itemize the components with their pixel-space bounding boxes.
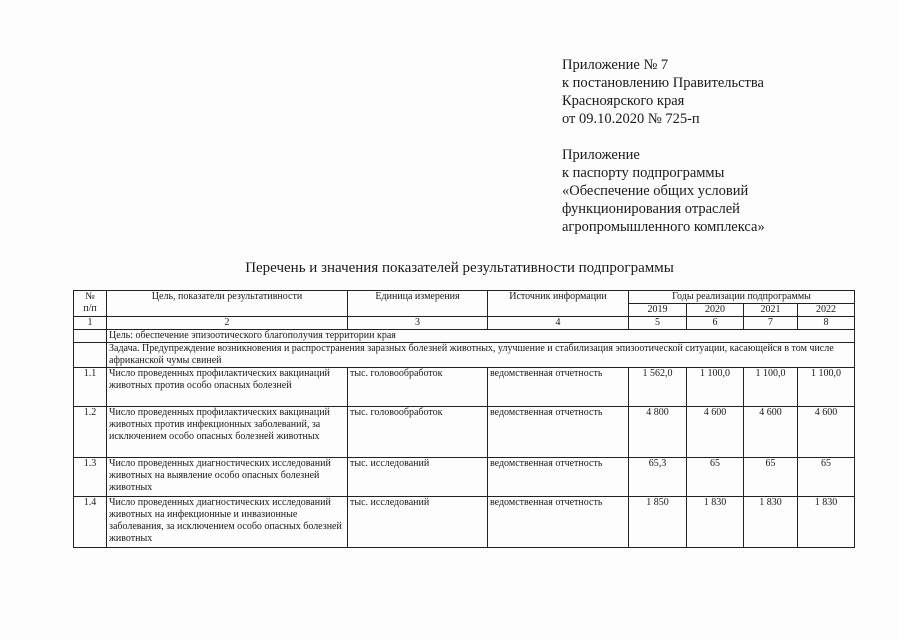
appendix-line: Приложение — [562, 147, 640, 163]
header-source: Источник информации — [488, 291, 629, 317]
task-row — [74, 343, 855, 368]
goal-text: Цель: обеспечение эпизоотического благополучия территории края — [107, 330, 855, 343]
row-source: ведомственная отчетность — [488, 497, 629, 548]
document-title: Перечень и значения показателей результативности подпрограммы — [245, 260, 674, 276]
header-year-2022: 2022 — [798, 304, 855, 317]
indicators-table — [73, 290, 855, 548]
column-number: 1 — [74, 317, 107, 330]
row-value-2020: 65 — [687, 458, 744, 497]
appendix-line: Приложение № 7 — [562, 57, 669, 73]
empty-cell — [74, 330, 107, 343]
appendix-line: агропромышленного комплекса» — [562, 219, 765, 235]
table-row — [74, 458, 855, 497]
appendix-line: к постановлению Правительства — [562, 75, 764, 91]
header-year-2019: 2019 — [629, 304, 687, 317]
row-value-2020: 1 100,0 — [687, 368, 744, 407]
column-number-row — [74, 317, 855, 330]
row-value-2020: 4 600 — [687, 407, 744, 458]
row-unit: тыс. головообработок — [348, 407, 488, 458]
row-source: ведомственная отчетность — [488, 458, 629, 497]
row-value-2019: 65,3 — [629, 458, 687, 497]
row-num: 1.4 — [74, 497, 107, 548]
column-number: 8 — [798, 317, 855, 330]
row-value-2021: 1 100,0 — [744, 368, 798, 407]
task-text: Задача. Предупреждение возникновения и распространения заразных болезней животных, улучшение и стабилизация эпизоотической ситуации, касающейся в том числе африканской чумы свиней — [107, 343, 855, 368]
row-value-2019: 1 562,0 — [629, 368, 687, 407]
row-value-2022: 65 — [798, 458, 855, 497]
appendix-line: «Обеспечение общих условий — [562, 183, 749, 199]
table-row — [74, 368, 855, 407]
table-row — [74, 407, 855, 458]
header-years: Годы реализации подпрограммы — [629, 291, 855, 304]
row-value-2021: 1 830 — [744, 497, 798, 548]
column-number: 7 — [744, 317, 798, 330]
appendix-line: функционирования отраслей — [562, 201, 740, 217]
row-value-2022: 1 100,0 — [798, 368, 855, 407]
row-value-2021: 4 600 — [744, 407, 798, 458]
row-unit: тыс. исследований — [348, 497, 488, 548]
row-value-2022: 4 600 — [798, 407, 855, 458]
header-year-2021: 2021 — [744, 304, 798, 317]
header-num-line1: № — [85, 291, 95, 302]
column-number: 5 — [629, 317, 687, 330]
header-row — [74, 291, 855, 304]
row-name: Число проведенных диагностических исследований животных на выявление особо опасных болезней животных — [107, 458, 348, 497]
row-num: 1.2 — [74, 407, 107, 458]
header-num-cell — [74, 291, 107, 317]
row-value-2019: 4 800 — [629, 407, 687, 458]
row-name: Число проведенных диагностических исследований животных на инфекционные и инвазионные заболевания, за исключением особо опасных болезней животных — [107, 497, 348, 548]
header-year-2020: 2020 — [687, 304, 744, 317]
header-unit: Единица измерения — [348, 291, 488, 317]
row-source: ведомственная отчетность — [488, 368, 629, 407]
row-value-2019: 1 850 — [629, 497, 687, 548]
column-number: 4 — [488, 317, 629, 330]
row-value-2021: 65 — [744, 458, 798, 497]
header-goal: Цель, показатели результативности — [107, 291, 348, 317]
table-row — [74, 497, 855, 548]
row-name: Число проведенных профилактических вакцинаций животных против особо опасных болезней — [107, 368, 348, 407]
row-value-2020: 1 830 — [687, 497, 744, 548]
row-unit: тыс. исследований — [348, 458, 488, 497]
header-num-line2: п/п — [83, 303, 97, 314]
column-number: 6 — [687, 317, 744, 330]
empty-cell — [74, 343, 107, 368]
goal-row — [74, 330, 855, 343]
row-num: 1.3 — [74, 458, 107, 497]
column-number: 2 — [107, 317, 348, 330]
appendix-line: к паспорту подпрограммы — [562, 165, 725, 181]
appendix-line: от 09.10.2020 № 725-п — [562, 111, 700, 127]
row-source: ведомственная отчетность — [488, 407, 629, 458]
appendix-block — [562, 56, 765, 236]
row-unit: тыс. головообработок — [348, 368, 488, 407]
row-num: 1.1 — [74, 368, 107, 407]
row-name: Число проведенных профилактических вакцинаций животных против инфекционных заболеваний, за исключением особо опасных болезней животных — [107, 407, 348, 458]
row-value-2022: 1 830 — [798, 497, 855, 548]
appendix-line: Красноярского края — [562, 93, 685, 109]
column-number: 3 — [348, 317, 488, 330]
